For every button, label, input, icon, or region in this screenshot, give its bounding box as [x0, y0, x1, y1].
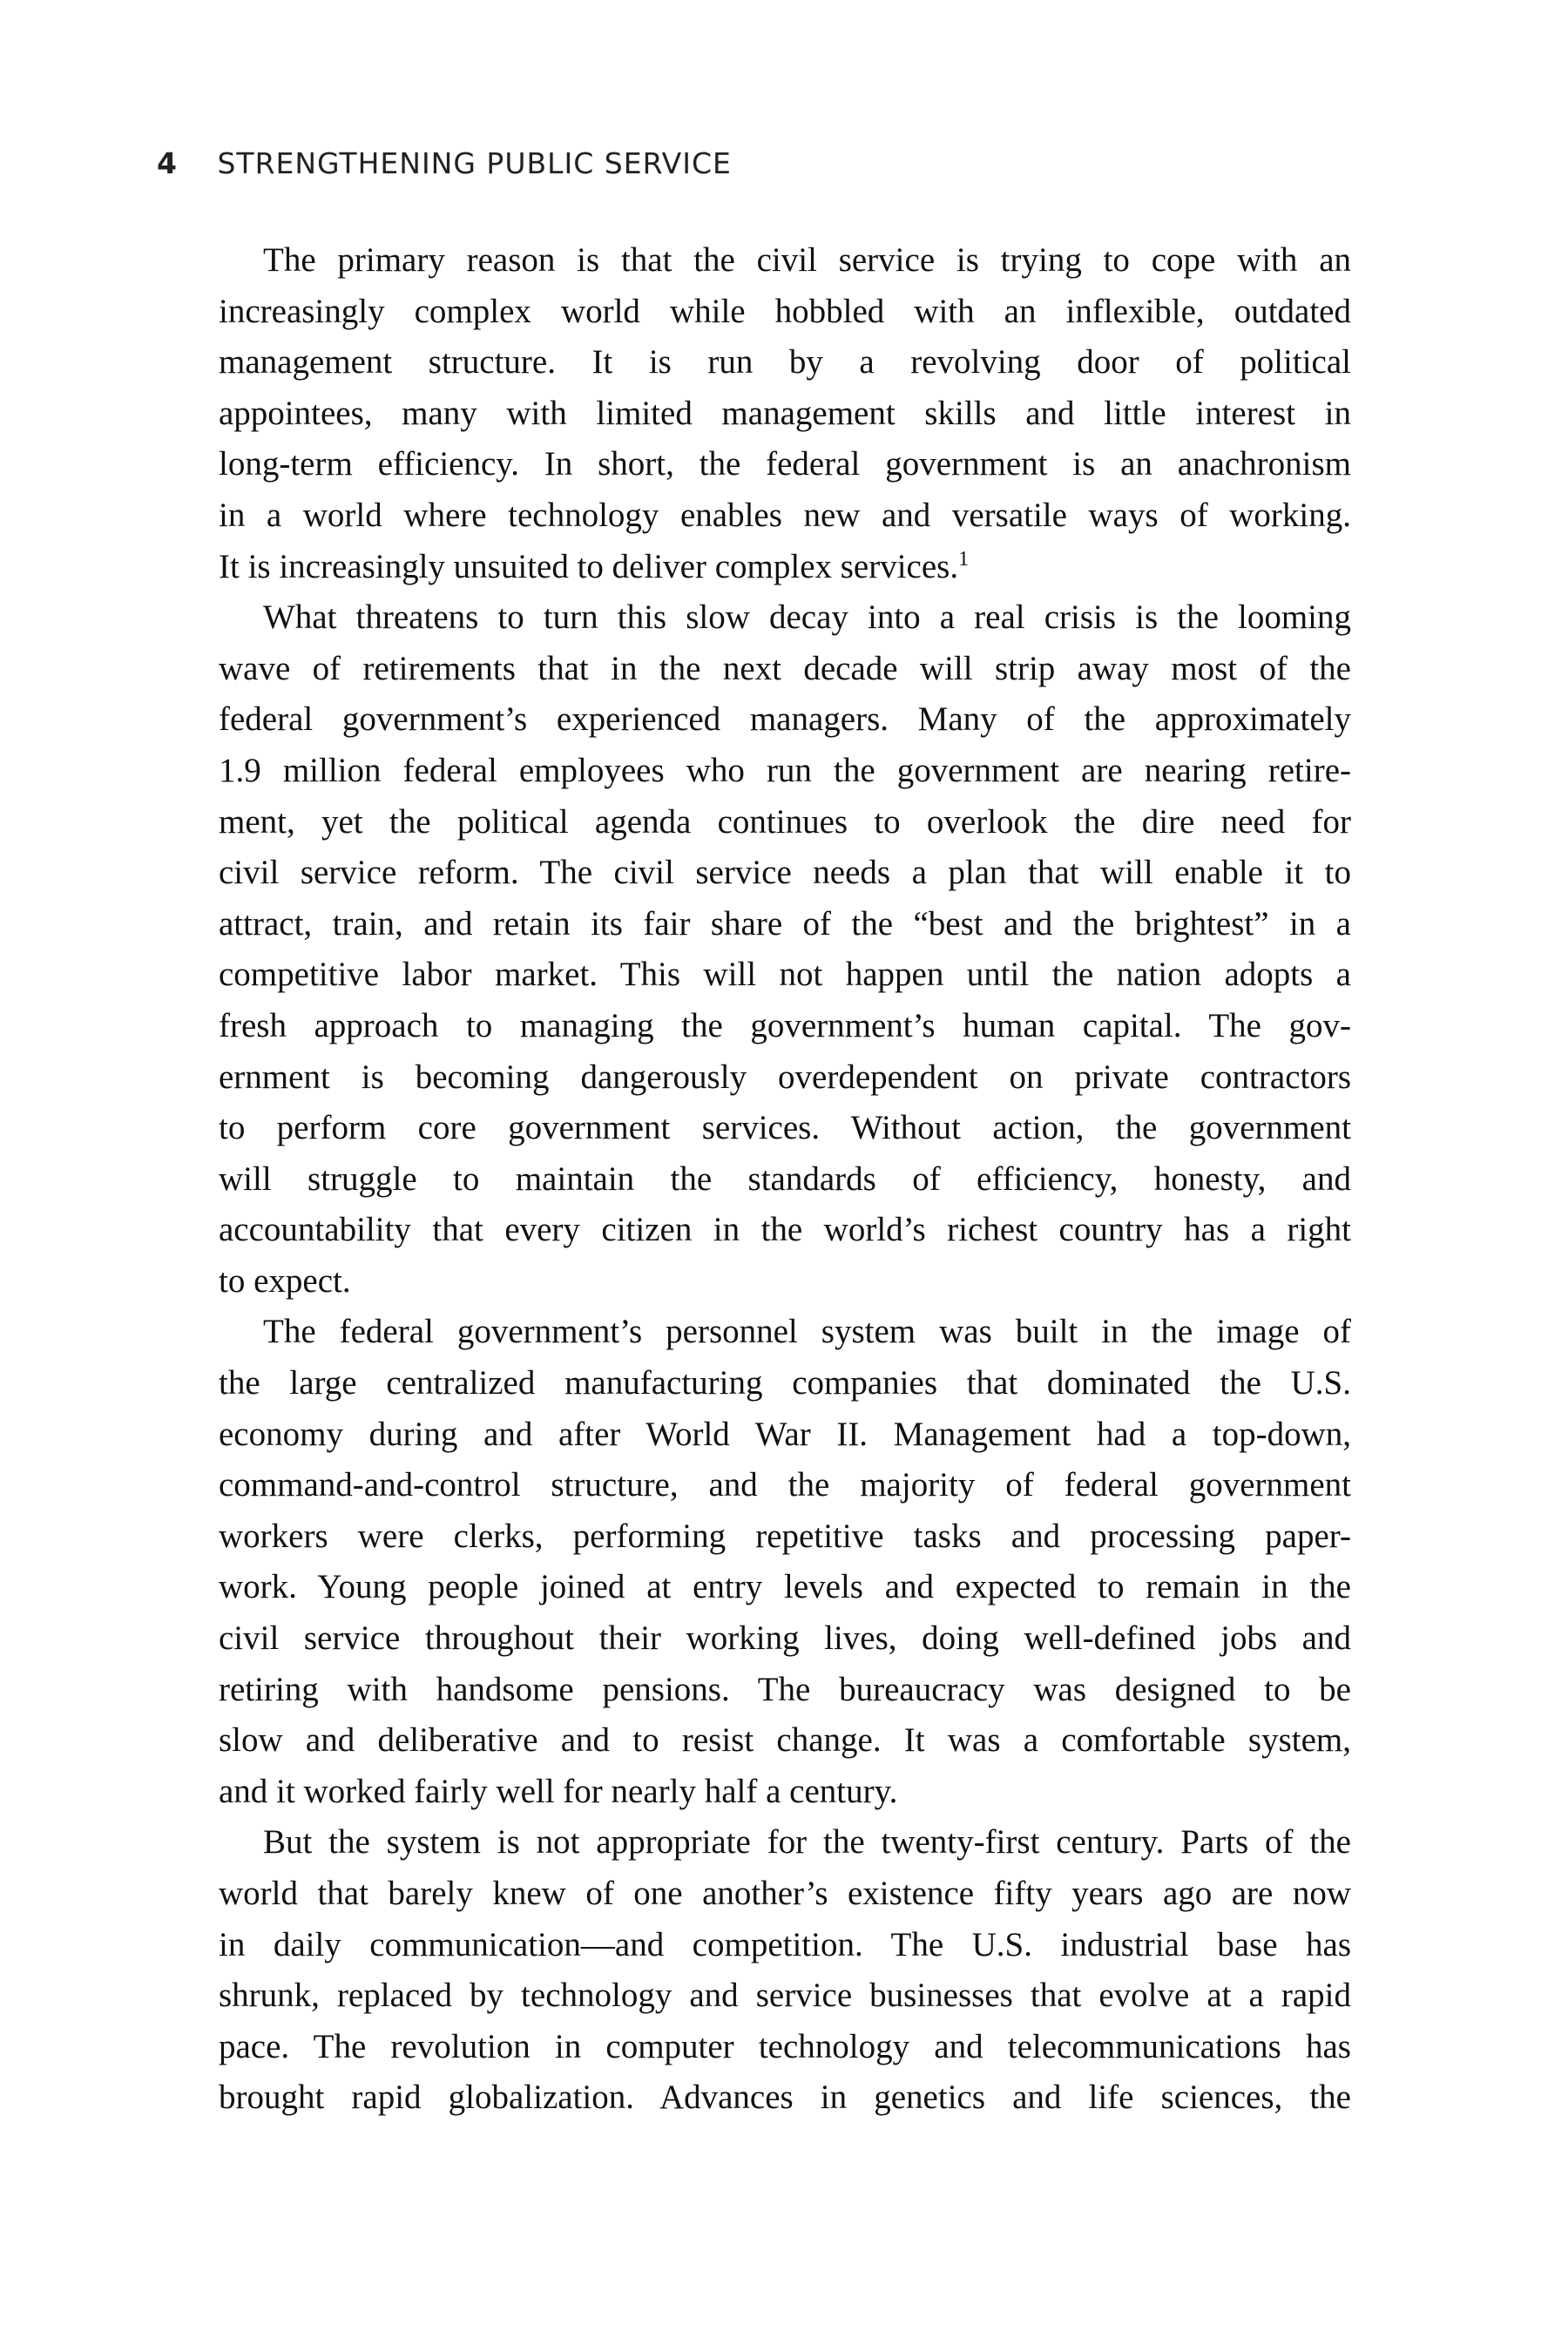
text-line: But the system is not appropriate for the twenty-first century. Parts of the — [263, 1823, 1351, 1862]
text-line: to perform core government services. Without action, the government — [219, 1109, 1351, 1147]
text-line: fresh approach to managing the government’s human capital. The gov- — [219, 1006, 1351, 1044]
text-line: wave of retirements that in the next decade will strip away most of the — [219, 649, 1351, 687]
text-line: management structure. It is run by a revolving door of political — [219, 343, 1351, 382]
paragraph — [219, 1817, 1351, 2124]
text-line: federal government’s experienced managers. Many of the approximately — [219, 700, 1351, 739]
text-line: to expect. — [219, 1261, 351, 1300]
page-number: 4 — [157, 146, 178, 180]
text-line: the large centralized manufacturing companies that dominated the U.S. — [219, 1364, 1351, 1402]
text-line: It is increasingly unsuited to deliver complex services.$^1$ — [219, 547, 970, 585]
text-line: will struggle to maintain the standards of efficiency, honesty, and — [219, 1159, 1351, 1198]
text-line: 1.9 million federal employees who run the government are nearing retire- — [219, 751, 1351, 789]
paragraph — [219, 592, 1351, 1307]
text-line: appointees, many with limited management skills and little interest in — [219, 394, 1351, 432]
text-line: competitive labor market. This will not happen until the nation adopts a — [219, 956, 1351, 994]
text-line: ment, yet the political agenda continues to overlook the dire need for — [219, 802, 1351, 841]
text-line: accountability that every citizen in the world’s richest country has a right — [219, 1211, 1351, 1249]
text-line: retiring with handsome pensions. The bureaucracy was designed to be — [219, 1670, 1351, 1708]
text-line: command-and-control structure, and the majority of federal government — [219, 1466, 1351, 1504]
text-line: civil service reform. The civil service needs a plan that will enable it to — [219, 854, 1351, 892]
text-line: slow and deliberative and to resist change. It was a comfortable system, — [219, 1721, 1351, 1760]
running-title: STRENGTHENING PUBLIC SERVICE — [217, 146, 732, 180]
text-line: attract, train, and retain its fair share of the “best and the brightest” in a — [219, 904, 1351, 943]
text-line: workers were clerks, performing repetitive tasks and processing paper- — [219, 1517, 1351, 1555]
text-line: ernment is becoming dangerously overdependent on private contractors — [219, 1058, 1351, 1096]
text-line: in daily communication—and competition. The U.S. industrial base has — [219, 1925, 1351, 1963]
text-line: What threatens to turn this slow decay into a real crisis is the looming — [263, 598, 1351, 637]
text-line: work. Young people joined at entry levels and expected to remain in the — [219, 1568, 1351, 1606]
running-head — [157, 146, 732, 180]
text-line: The federal government’s personnel system was built in the image of — [263, 1313, 1351, 1351]
text-line: pace. The revolution in computer technology and telecommunications has — [219, 2027, 1351, 2065]
paragraph — [219, 1307, 1351, 1817]
text-line: The primary reason is that the civil service is trying to cope with an — [263, 241, 1351, 279]
text-line: long-term efficiency. In short, the federal government is an anachronism — [219, 445, 1351, 483]
text-line: civil service throughout their working lives, doing well-defined jobs and — [219, 1619, 1351, 1658]
text-line: brought rapid globalization. Advances in genetics and life sciences, the — [219, 2078, 1351, 2117]
text-line: economy during and after World War II. Management had a top-down, — [219, 1415, 1351, 1453]
text-line: increasingly complex world while hobbled with an inflexible, outdated — [219, 292, 1351, 330]
text-line: in a world where technology enables new and versatile ways of working. — [219, 496, 1351, 534]
text-line: and it worked fairly well for nearly half a century. — [219, 1772, 898, 1810]
body-text — [219, 235, 1351, 2124]
text-line: world that barely knew of one another’s existence fifty years ago are now — [219, 1875, 1351, 1912]
footnote-reference[interactable]: 1 — [958, 547, 970, 571]
text-line: shrunk, replaced by technology and service businesses that evolve at a rapid — [219, 1977, 1351, 2015]
paragraph — [219, 235, 1351, 592]
